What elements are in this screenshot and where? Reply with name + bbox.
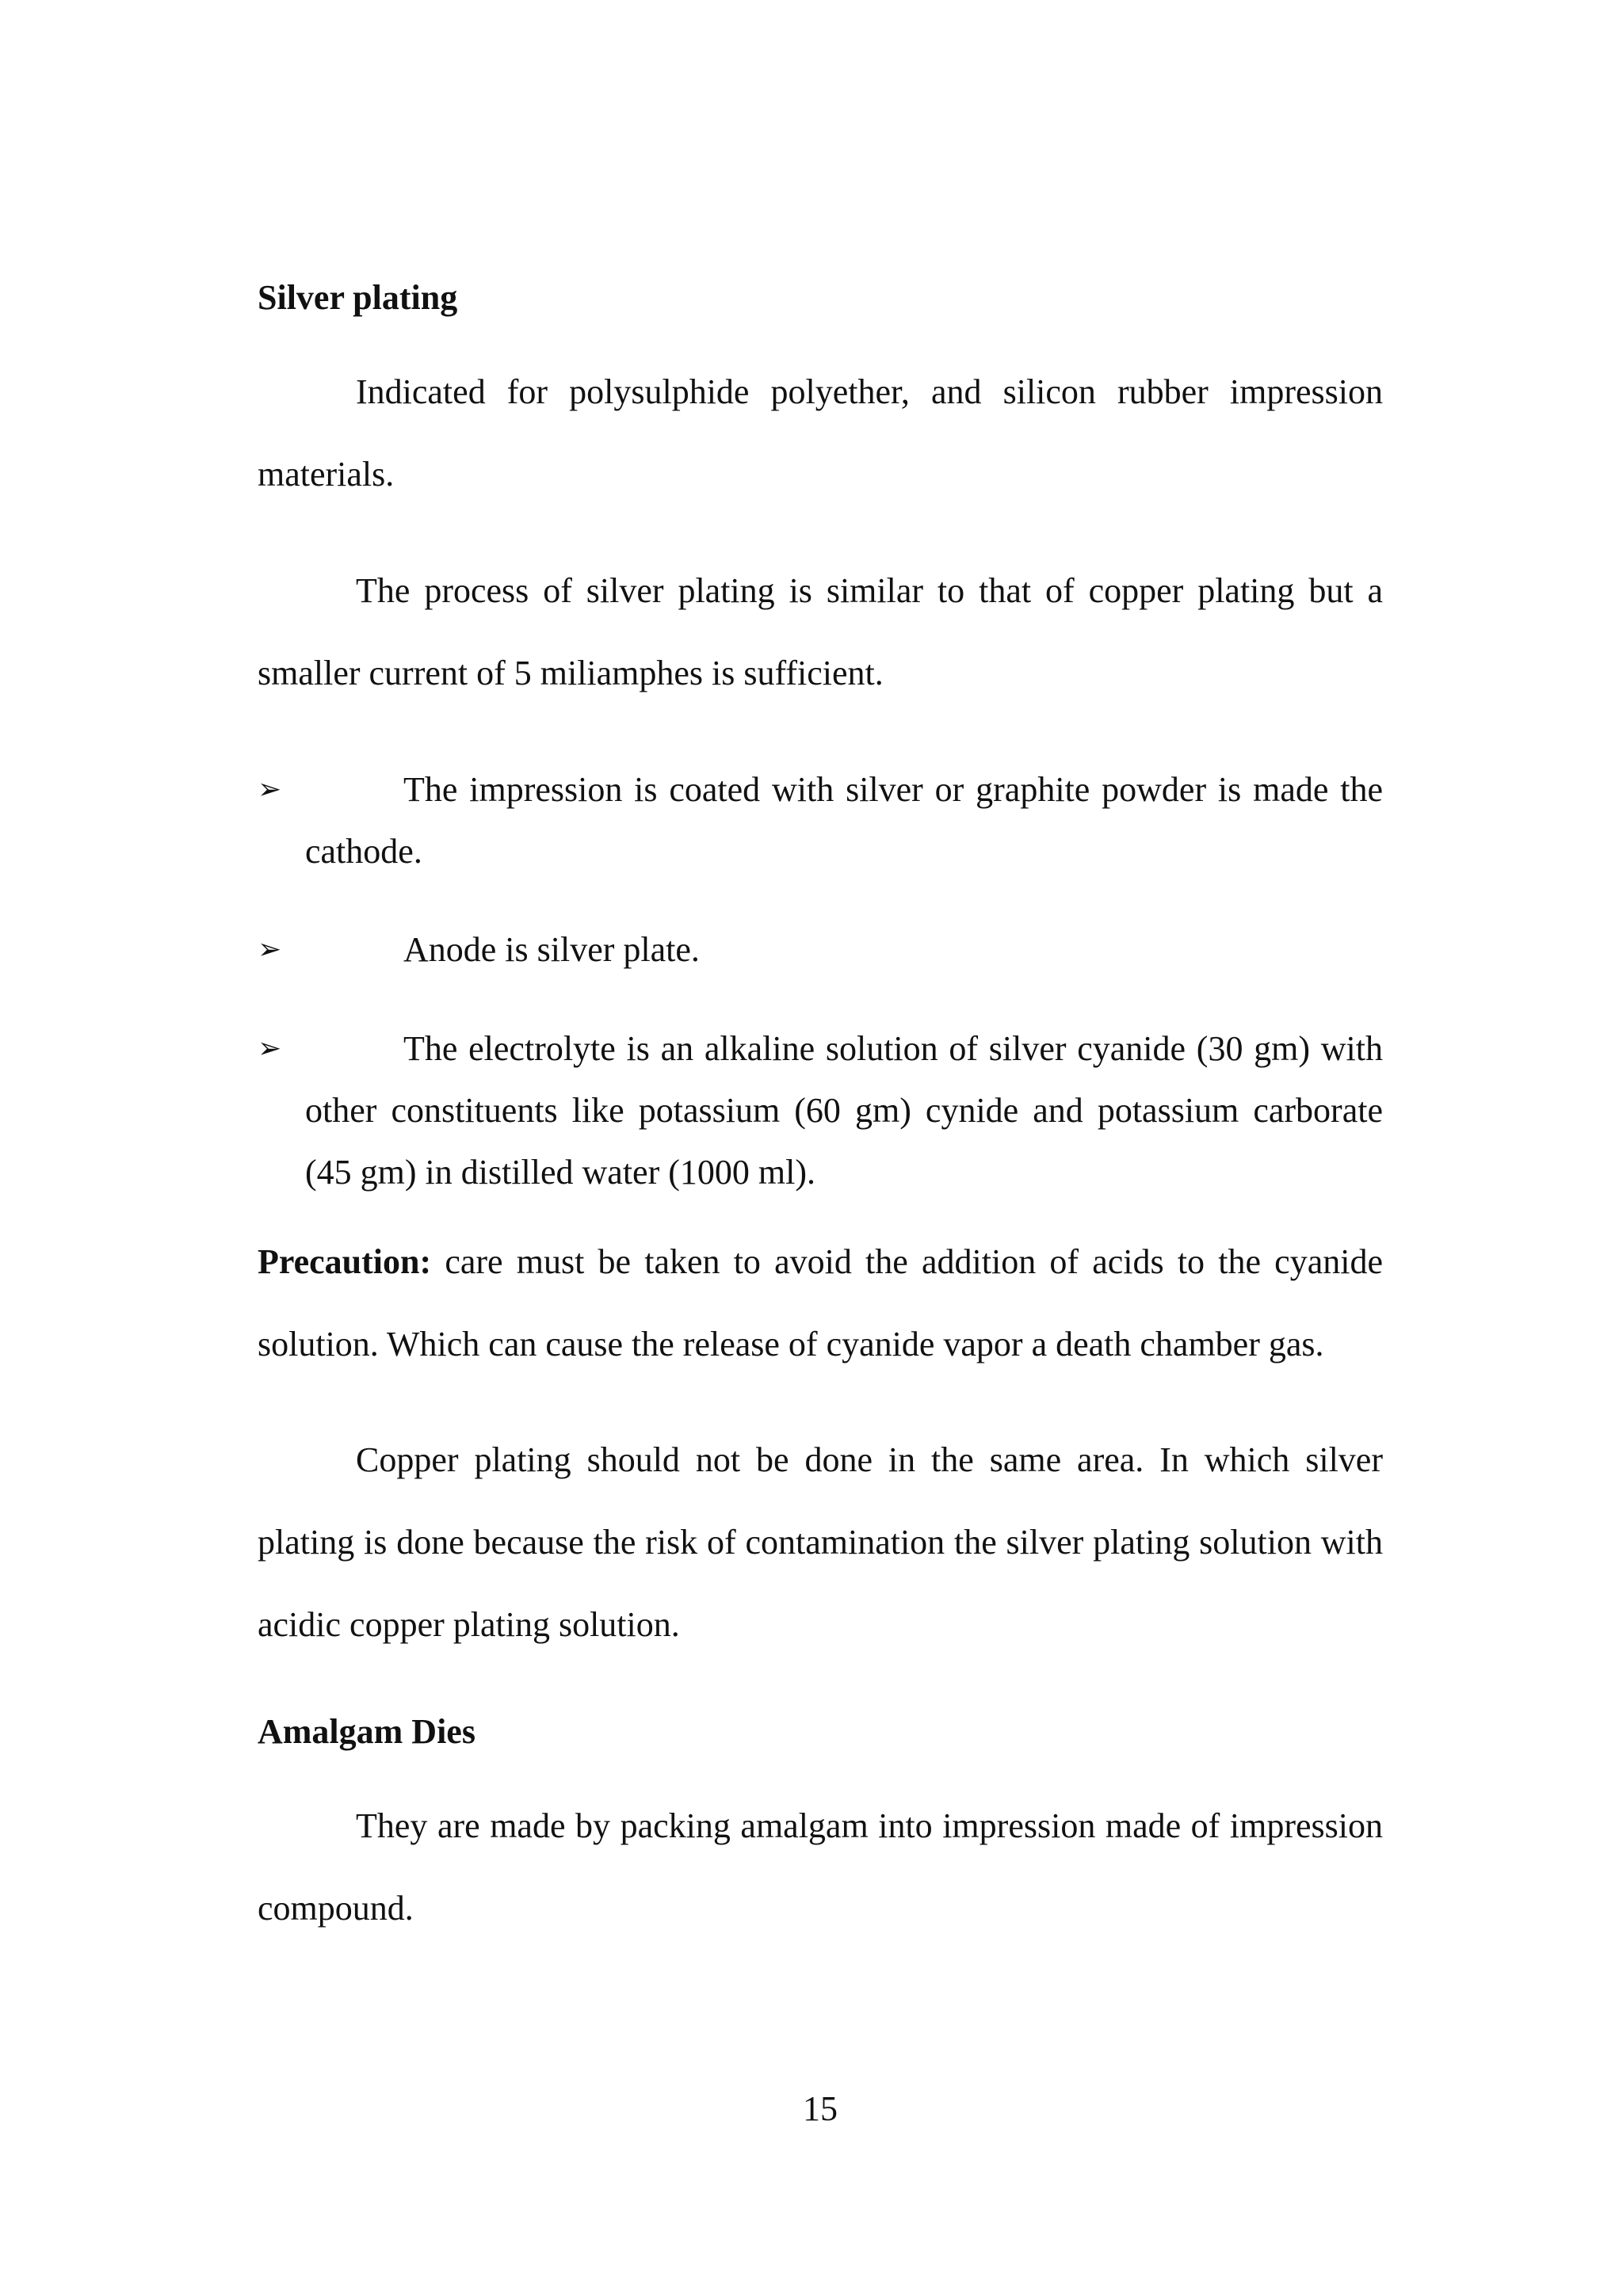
bullet-text-anode: Anode is silver plate. bbox=[403, 930, 700, 969]
arrowhead-bullet-icon: ➢ bbox=[258, 933, 282, 966]
heading-amalgam-dies: Amalgam Dies bbox=[258, 1712, 475, 1751]
bullet-item-text bbox=[305, 919, 1383, 981]
paragraph-copper-plating-text: Copper plating should not be done in the same area. In which silver plating is done because the risk of contamination the silver plating solution with acidic copper plating solution. bbox=[258, 1440, 1383, 1644]
bullet-item-text bbox=[305, 759, 1383, 883]
paragraph-precaution bbox=[258, 1221, 1383, 1386]
paragraph-amalgam-dies-text: They are made by packing amalgam into impression made of impression compound. bbox=[258, 1806, 1383, 1928]
page-number: 15 bbox=[803, 2089, 838, 2128]
heading-silver-plating: Silver plating bbox=[258, 278, 458, 317]
bullet-item-anode bbox=[258, 919, 1383, 981]
paragraph-process bbox=[258, 550, 1383, 715]
bullet-item-text bbox=[305, 1018, 1383, 1203]
paragraph-copper-plating bbox=[258, 1419, 1383, 1666]
precaution-label: Precaution: bbox=[258, 1242, 432, 1281]
paragraph-indications bbox=[258, 351, 1383, 516]
paragraph-indications-text: Indicated for polysulphide polyether, and silicon rubber impression materials. bbox=[258, 372, 1383, 494]
paragraph-process-text: The process of silver plating is similar to that of copper plating but a smaller current of 5 miliamphes is sufficient. bbox=[258, 571, 1383, 692]
document-page bbox=[258, 0, 1383, 2296]
paragraph-amalgam-dies bbox=[258, 1785, 1383, 1950]
bullet-item-cathode bbox=[258, 759, 1383, 883]
arrowhead-bullet-icon: ➢ bbox=[258, 773, 282, 806]
bullet-text-cathode: The impression is coated with silver or graphite powder is made the cathode. bbox=[305, 770, 1383, 871]
arrowhead-bullet-icon: ➢ bbox=[258, 1032, 282, 1065]
bullet-text-electrolyte: The electrolyte is an alkaline solution of silver cyanide (30 gm) with other constituents like potassium (60 gm) cynide and potassium carborate (45 gm) in distilled water (1000 ml). bbox=[305, 1029, 1383, 1192]
precaution-text: care must be taken to avoid the addition of acids to the cyanide solution. Which can cause the release of cyanide vapor a death chamber gas. bbox=[258, 1242, 1383, 1363]
bullet-item-electrolyte bbox=[258, 1018, 1383, 1203]
